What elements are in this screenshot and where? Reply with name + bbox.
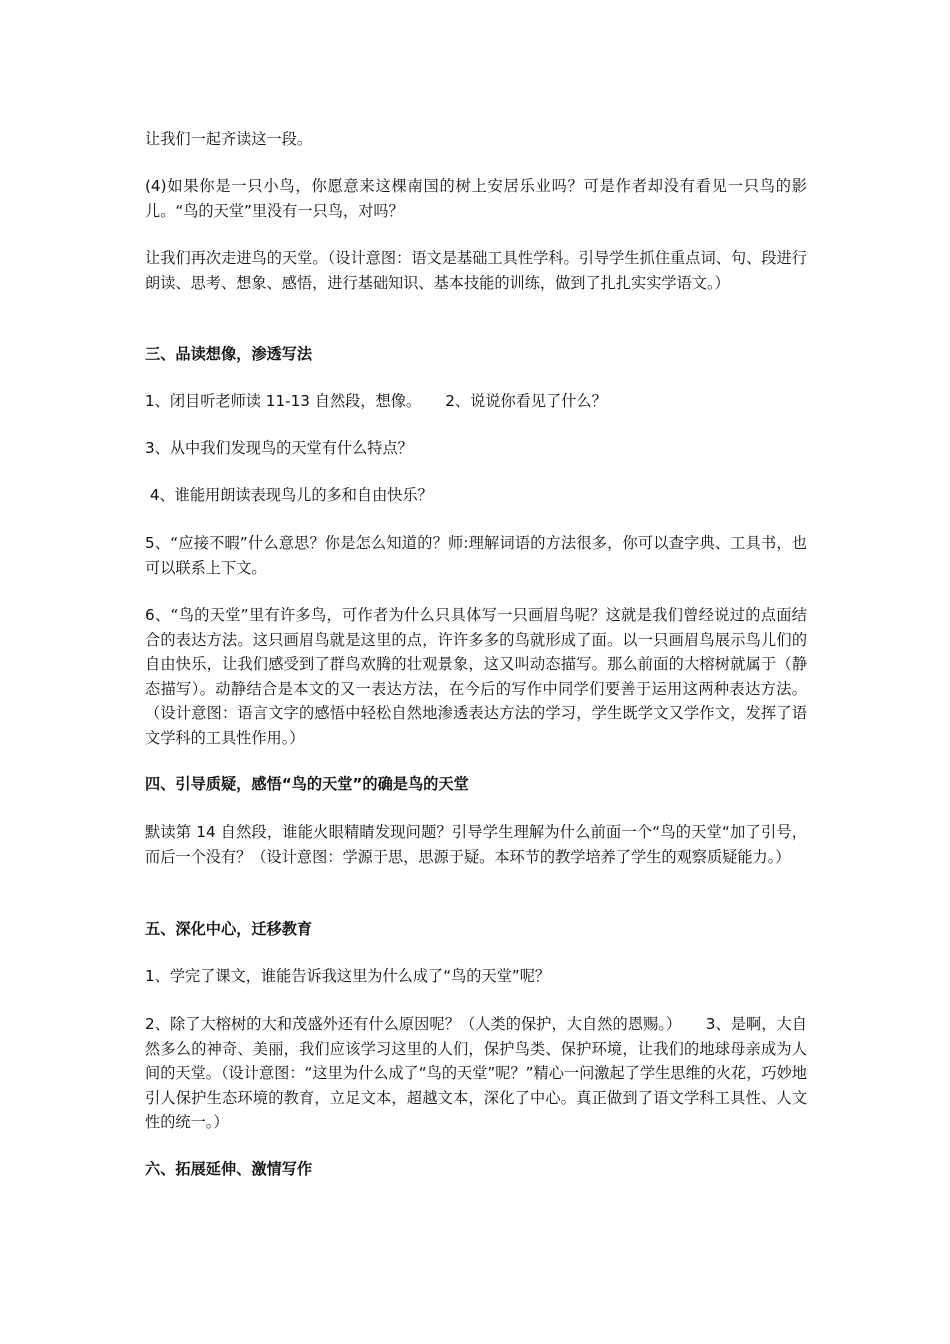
section-heading-6: 六、拓展延伸、激情写作 [145, 1160, 313, 1178]
list-item-5-2-3: 2、除了大榕树的大和茂盛外还有什么原因呢？（人类的保护，大自然的恩赐。） 3、是啊，大自然多么的神奇、美丽，我们应该学习这里的人们，保护鸟类、保护环境，让我们的地球母亲成为人间的天堂。（设计意图：“这里为什么成了“鸟的天堂”呢？”精心一问激起了学生思维的火花，巧妙地引人保护生态环境的教育，立足文本，超越文本，深化了中心。真正做到了语文学科工具性、人文性的统一。） [145, 1015, 807, 1131]
list-item-5-1: 1、学完了课文，谁能告诉我这里为什么成了“鸟的天堂”呢？ [145, 967, 551, 985]
section-heading-5: 五、深化中心，迁移教育 [145, 920, 313, 938]
list-item-3: 3、从中我们发现鸟的天堂有什么特点？ [145, 439, 413, 457]
list-item-1-2: 1、闭目听老师读 11-13 自然段，想像。 2、说说你看见了什么？ [145, 392, 607, 410]
section-heading-3: 三、品读想像，渗透写法 [145, 345, 313, 363]
section-heading-4: 四、引导质疑，感悟“鸟的天堂”的确是鸟的天堂 [145, 775, 469, 793]
paragraph-little-bird-question: (4)如果你是一只小鸟，你愿意来这棵南国的树上安居乐业吗？可是作者却没有看见一只鸟的影儿。“鸟的天堂”里没有一只鸟，对吗？ [145, 177, 807, 220]
paragraph-enter-bird-paradise: 让我们再次走进鸟的天堂。（设计意图：语文是基础工具性学科。引导学生抓住重点词、句、段进行朗读、思考、想象、感悟，进行基础知识、基本技能的训练，做到了扎扎实实学语文。） [145, 249, 807, 292]
list-item-4: 4、谁能用朗读表现鸟儿的多和自由快乐？ [145, 486, 433, 504]
paragraph-silent-reading: 默读第 14 自然段，谁能火眼精睛发现问题？引导学生理解为什么前面一个“鸟的天堂“加了引号，而后一个没有？（设计意图：学源于思，思源于疑。本环节的教学培养了学生的观察质疑能力。） [145, 823, 807, 866]
paragraph-read-together: 让我们一起齐读这一段。 [145, 130, 313, 148]
list-item-5: 5、“应接不暇”什么意思？你是怎么知道的？师:理解词语的方法很多，你可以查字典、工具书，也可以联系上下文。 [145, 534, 807, 577]
list-item-6: 6、“鸟的天堂”里有许多鸟，可作者为什么只具体写一只画眉鸟呢？这就是我们曾经说过的点面结合的表达方法。这只画眉鸟就是这里的点，许许多多的鸟就形成了面。以一只画眉鸟展示鸟儿们的自由快乐，让我们感受到了群鸟欢腾的壮观景象，这又叫动态描写。那么前面的大榕树就属于（静态描写）。动静结合是本文的又一表达方法，在今后的写作中同学们要善于运用这两种表达方法。（设计意图：语言文字的感悟中轻松自然地渗透表达方法的学习，学生既学文又学作文，发挥了语文学科的工具性作用。） [145, 606, 807, 747]
